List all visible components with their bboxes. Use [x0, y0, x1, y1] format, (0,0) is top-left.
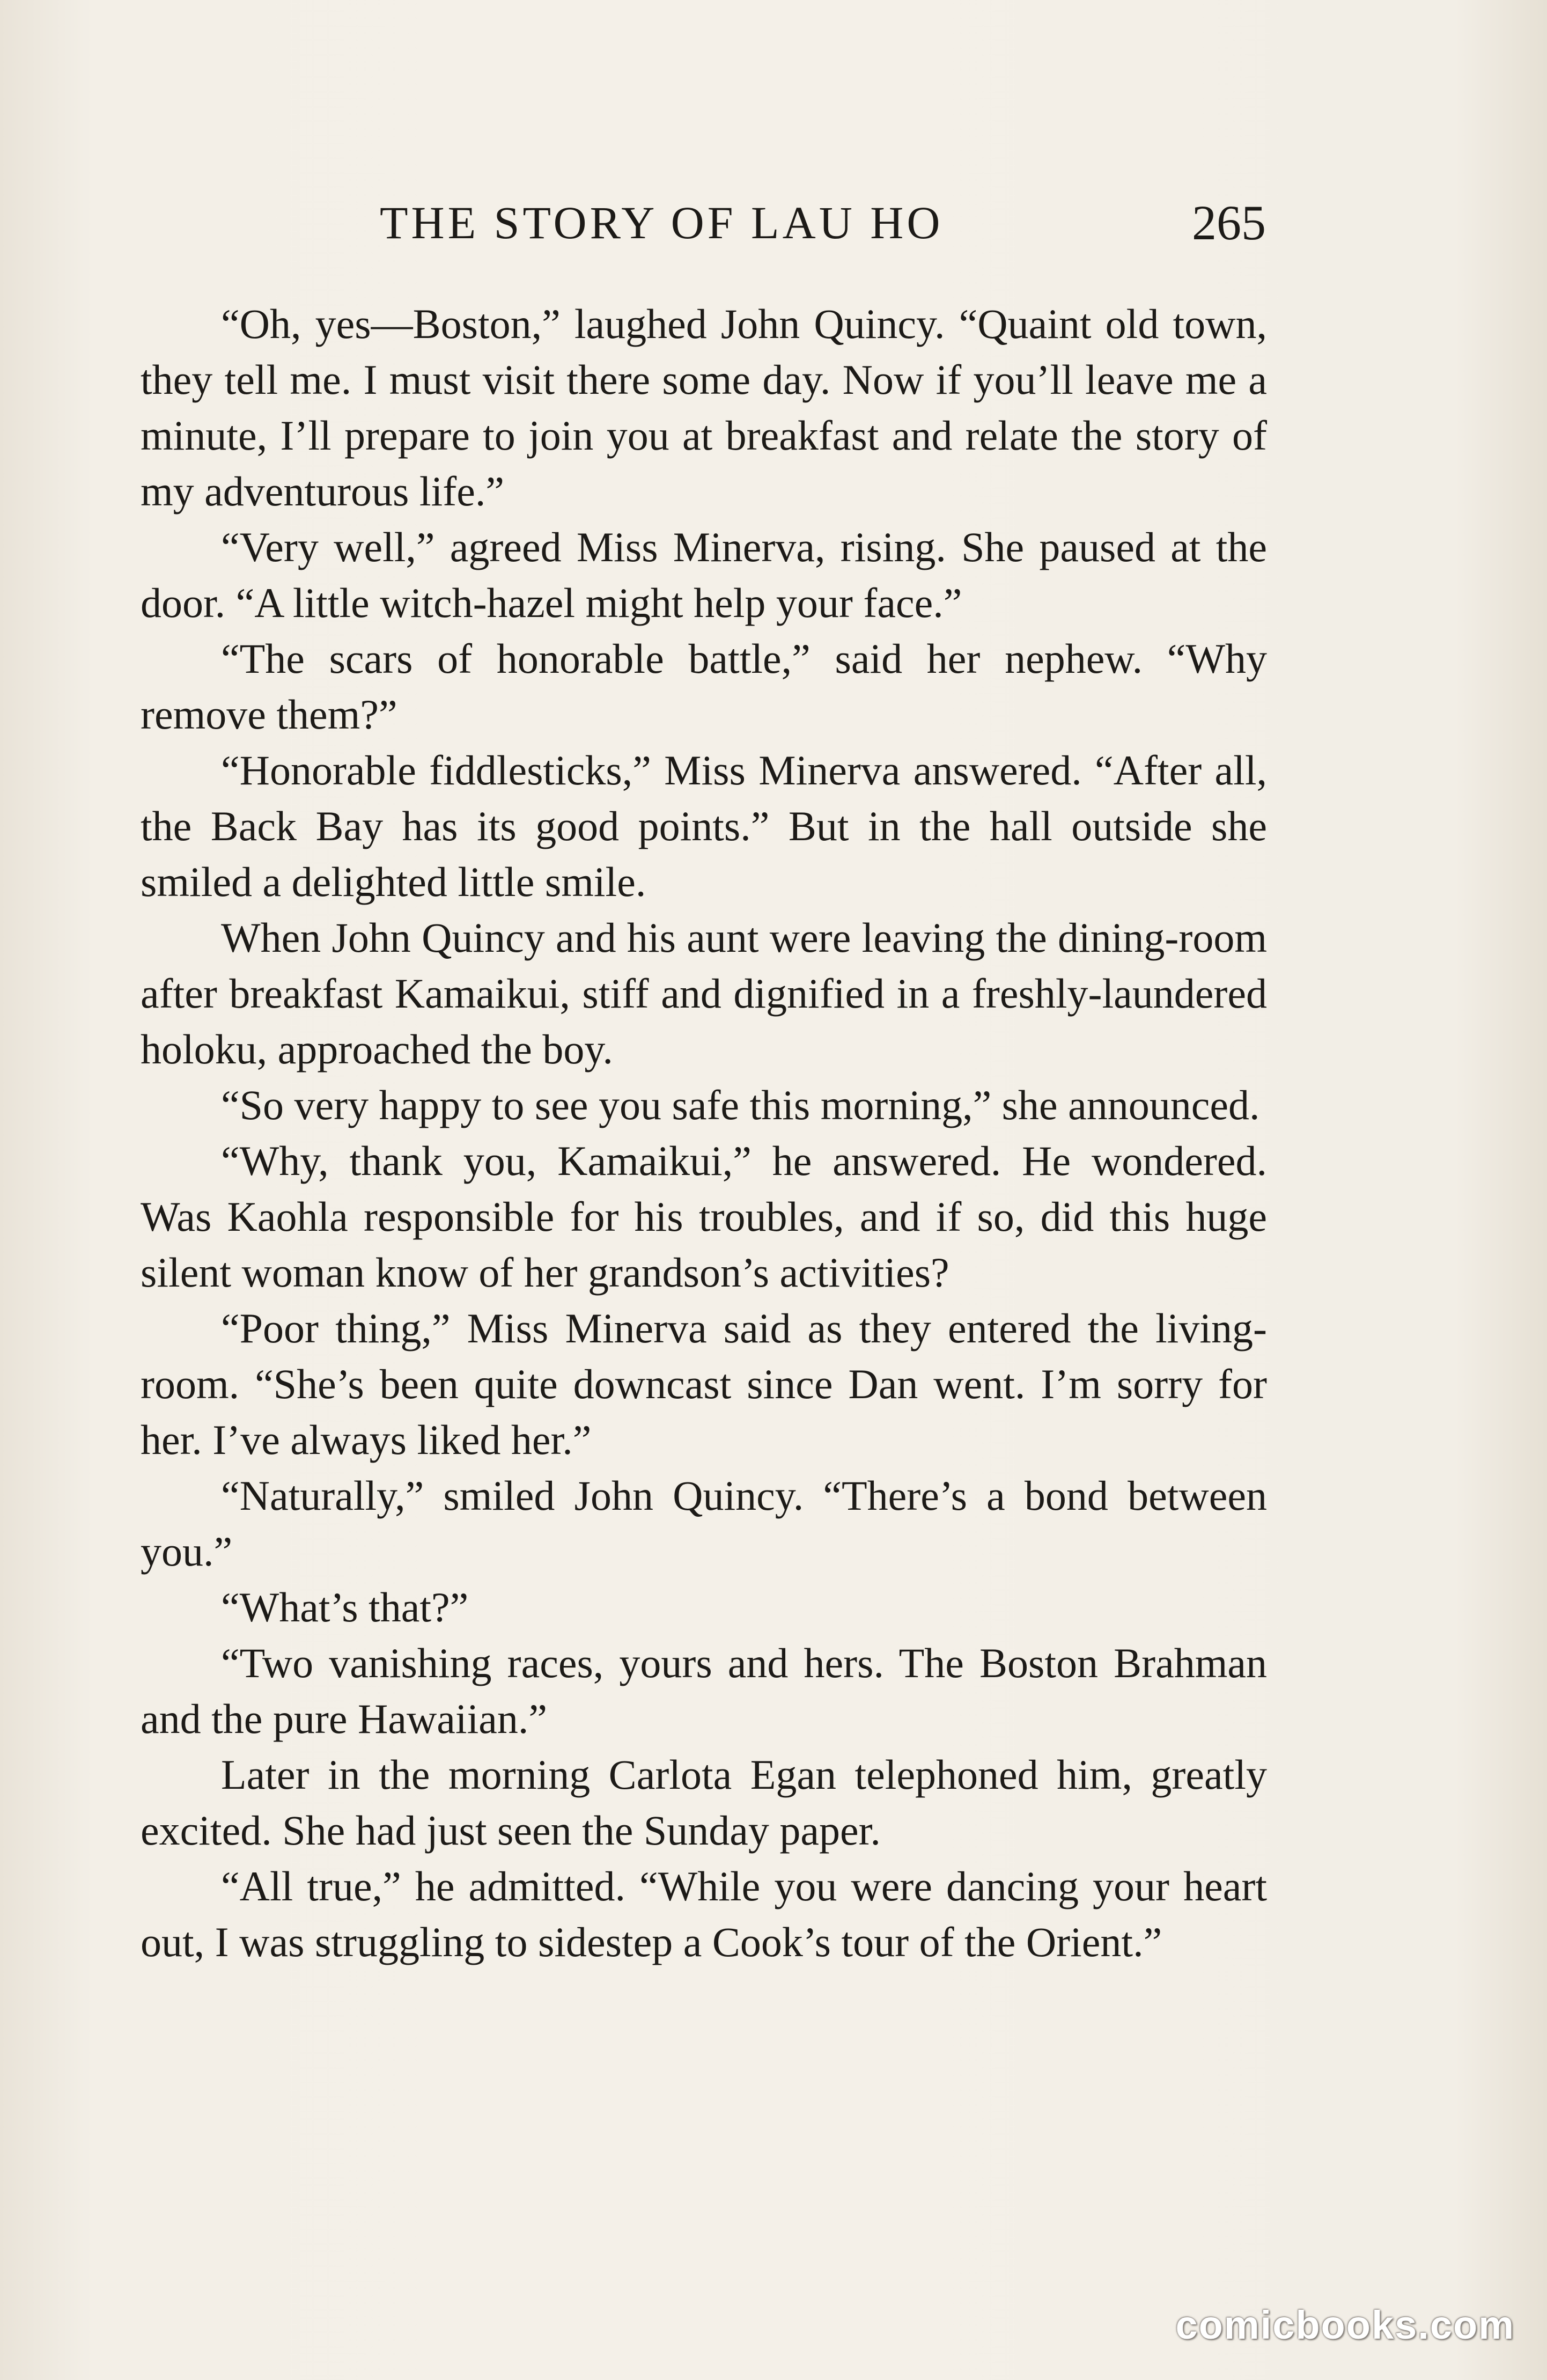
- paragraph: “What’s that?”: [221, 1584, 469, 1630]
- watermark: comicbooks.com: [1175, 2303, 1515, 2347]
- paragraph: “Why, thank you, Kamaikui,” he answered. He wondered. Was Kaohla responsible for his troubles, and if so, did this huge silent woman know of her grandson’s activities?: [141, 1137, 1267, 1296]
- paragraph: Later in the morning Carlota Egan telephoned him, greatly excited. She had just seen the Sunday paper.: [141, 1751, 1267, 1854]
- paragraph: “The scars of honorable battle,” said her nephew. “Why remove them?”: [141, 635, 1267, 738]
- paragraph: “Oh, yes—Boston,” laughed John Quincy. “Quaint old town, they tell me. I must visit there some day. Now if you’ll leave me a minute, I’ll prepare to join you at breakfast and relate the story of my adventurous life.”: [141, 300, 1267, 515]
- paragraph: “Honorable fiddlesticks,” Miss Minerva answered. “After all, the Back Bay has its good points.” But in the hall outside she smiled a delighted little smile.: [141, 747, 1267, 905]
- paragraph: “Naturally,” smiled John Quincy. “There’s a bond between you.”: [141, 1472, 1267, 1575]
- body-text: [141, 296, 1267, 1970]
- paragraph: “So very happy to see you safe this morning,” she announced.: [221, 1082, 1260, 1128]
- paragraph: “All true,” he admitted. “While you were dancing your heart out, I was struggling to sidestep a Cook’s tour of the Orient.”: [141, 1863, 1267, 1965]
- page-number: 265: [1192, 195, 1266, 250]
- paragraph: “Very well,” agreed Miss Minerva, rising. She paused at the door. “A little witch-hazel might help your face.”: [141, 524, 1267, 626]
- running-head: THE STORY OF LAU HO: [380, 197, 944, 248]
- paragraph: When John Quincy and his aunt were leaving the dining-room after breakfast Kamaikui, stiff and dignified in a freshly-laundered holoku, approached the boy.: [141, 914, 1267, 1073]
- paragraph: “Two vanishing races, yours and hers. The Boston Brahman and the pure Hawaiian.”: [141, 1640, 1267, 1742]
- paragraph: “Poor thing,” Miss Minerva said as they entered the living-room. “She’s been quite downcast since Dan went. I’m sorry for her. I’ve always liked her.”: [141, 1305, 1267, 1463]
- page-header: [139, 193, 1266, 252]
